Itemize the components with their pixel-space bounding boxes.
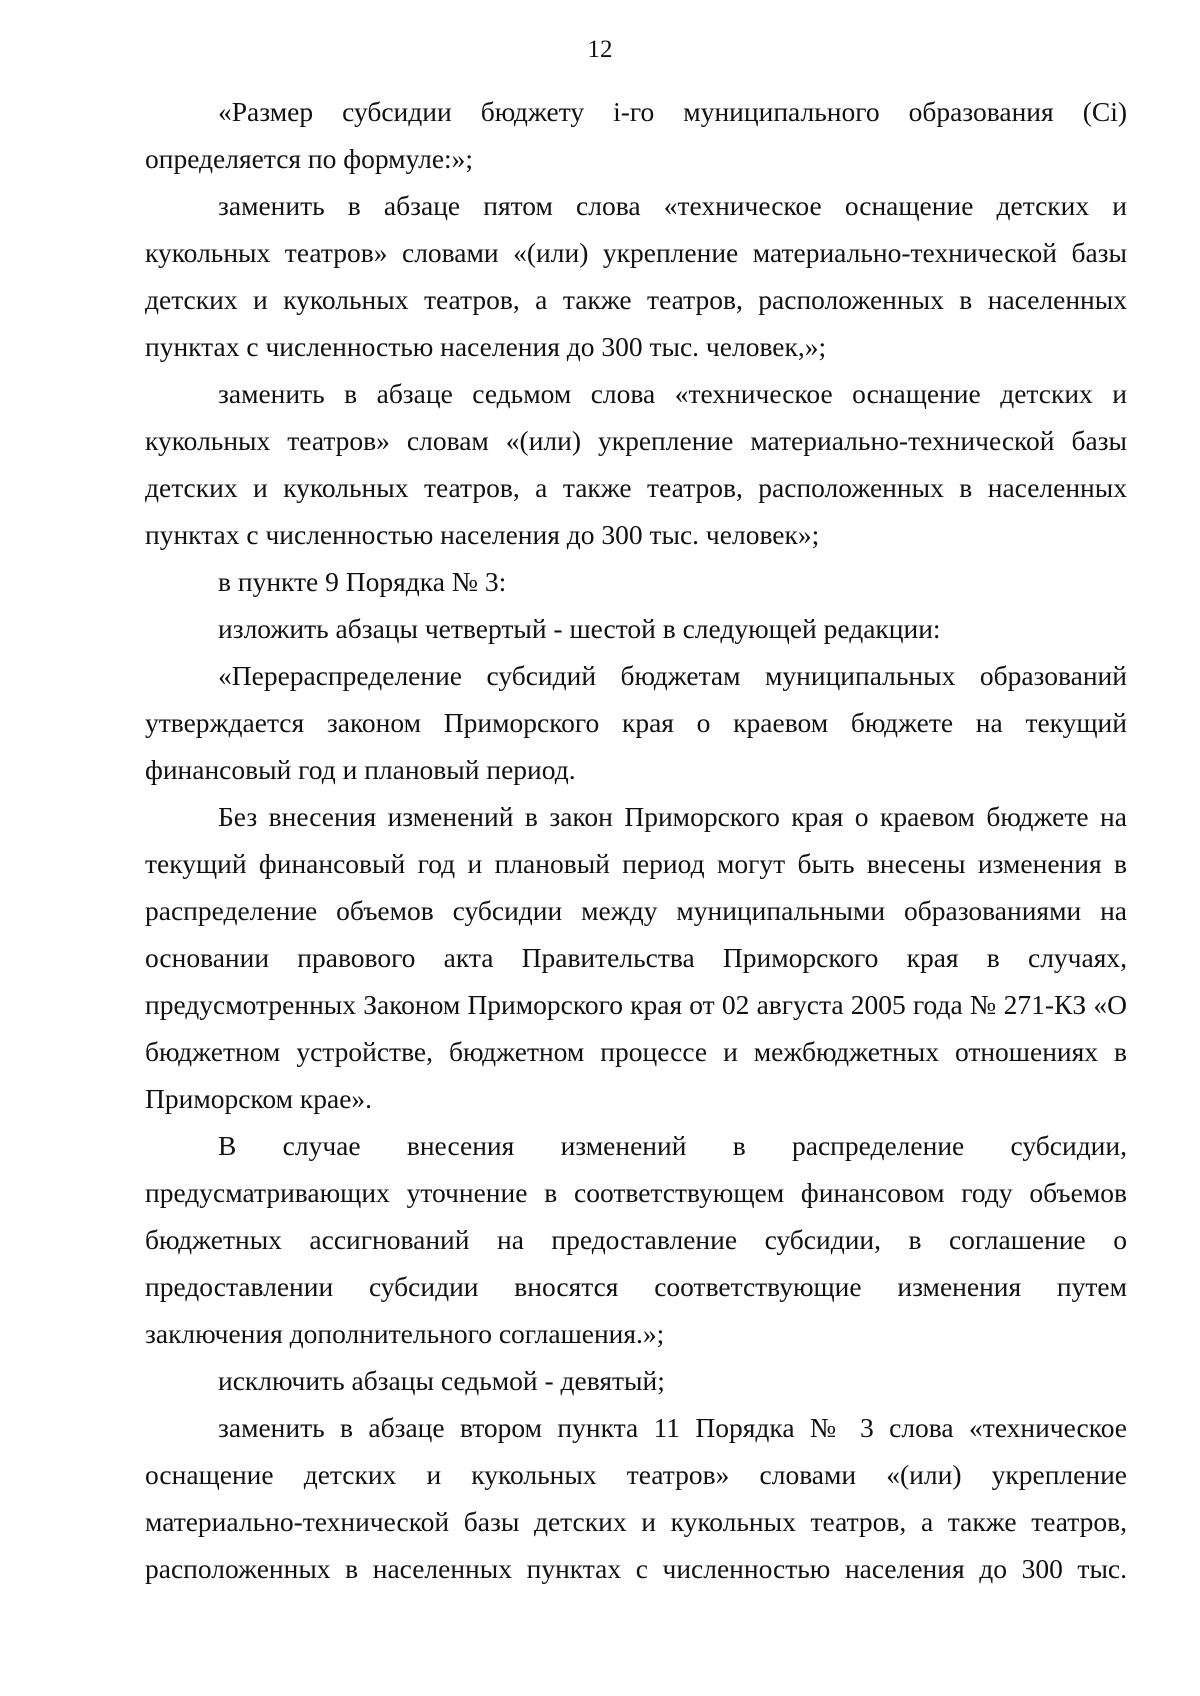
paragraph-replace-seventh: заменить в абзаце седьмом слова «техническое оснащение детских и кукольных театров» словам «(или) укрепление материально-технической базы детских и кукольных театров, а также театров, расположенных в населенных пунктах с численностью населения до 300 тыс. человек»; (145, 378, 1127, 550)
paragraph-item-9: в пункте 9 Порядка № 3: (218, 566, 507, 597)
paragraph-restate: изложить абзацы четвертый - шестой в следующей редакции: (218, 613, 941, 644)
page-number: 12 (587, 36, 613, 63)
paragraph-redistribution: «Перераспределение субсидий бюджетам муниципальных образований утверждается законом Приморского края о краевом бюджете на текущий финансовый год и плановый период. (145, 660, 1127, 785)
paragraph-in-case-of-changes: В случае внесения изменений в распределение субсидии, предусматривающих уточнение в соответствующем финансовом году объемов бюджетных ассигнований на предоставление субсидии, в соглашение о предоставлении субсидии вносятся соответствующие изменения путем заключения дополнительного соглашения.»; (145, 1130, 1127, 1349)
document-body (145, 88, 1127, 1592)
paragraph-without-changes: Без внесения изменений в закон Приморского края о краевом бюджете на текущий финансовый год и плановый период могут быть внесены изменения в распределение объемов субсидии между муниципальными образованиями на основании правового акта Правительства Приморского края в случаях, предусмотренных Законом Приморского края от 02 августа 2005 года № 271-КЗ «О бюджетном устройстве, бюджетном процессе и межбюджетных отношениях в Приморском крае». (145, 801, 1127, 1114)
paragraph-replace-item-11: заменить в абзаце втором пункта 11 Порядка № 3 слова «техническое оснащение детских и кукольных театров» словами «(или) укрепление материально-технической базы детских и кукольных театров, а также театров, расположенных в населенных пунктах с численностью населения до 300 тыс. (145, 1412, 1127, 1584)
paragraph-exclude: исключить абзацы седьмой - девятый; (218, 1365, 665, 1396)
paragraph-replace-fifth: заменить в абзаце пятом слова «техническое оснащение детских и кукольных театров» словами «(или) укрепление материально-технической базы детских и кукольных театров, а также театров, расположенных в населенных пунктах с численностью населения до 300 тыс. человек,»; (145, 190, 1127, 362)
paragraph-subsidy-formula: «Размер субсидии бюджету i-го муниципального образования (Ci) определяется по формуле:»; (145, 96, 1127, 174)
